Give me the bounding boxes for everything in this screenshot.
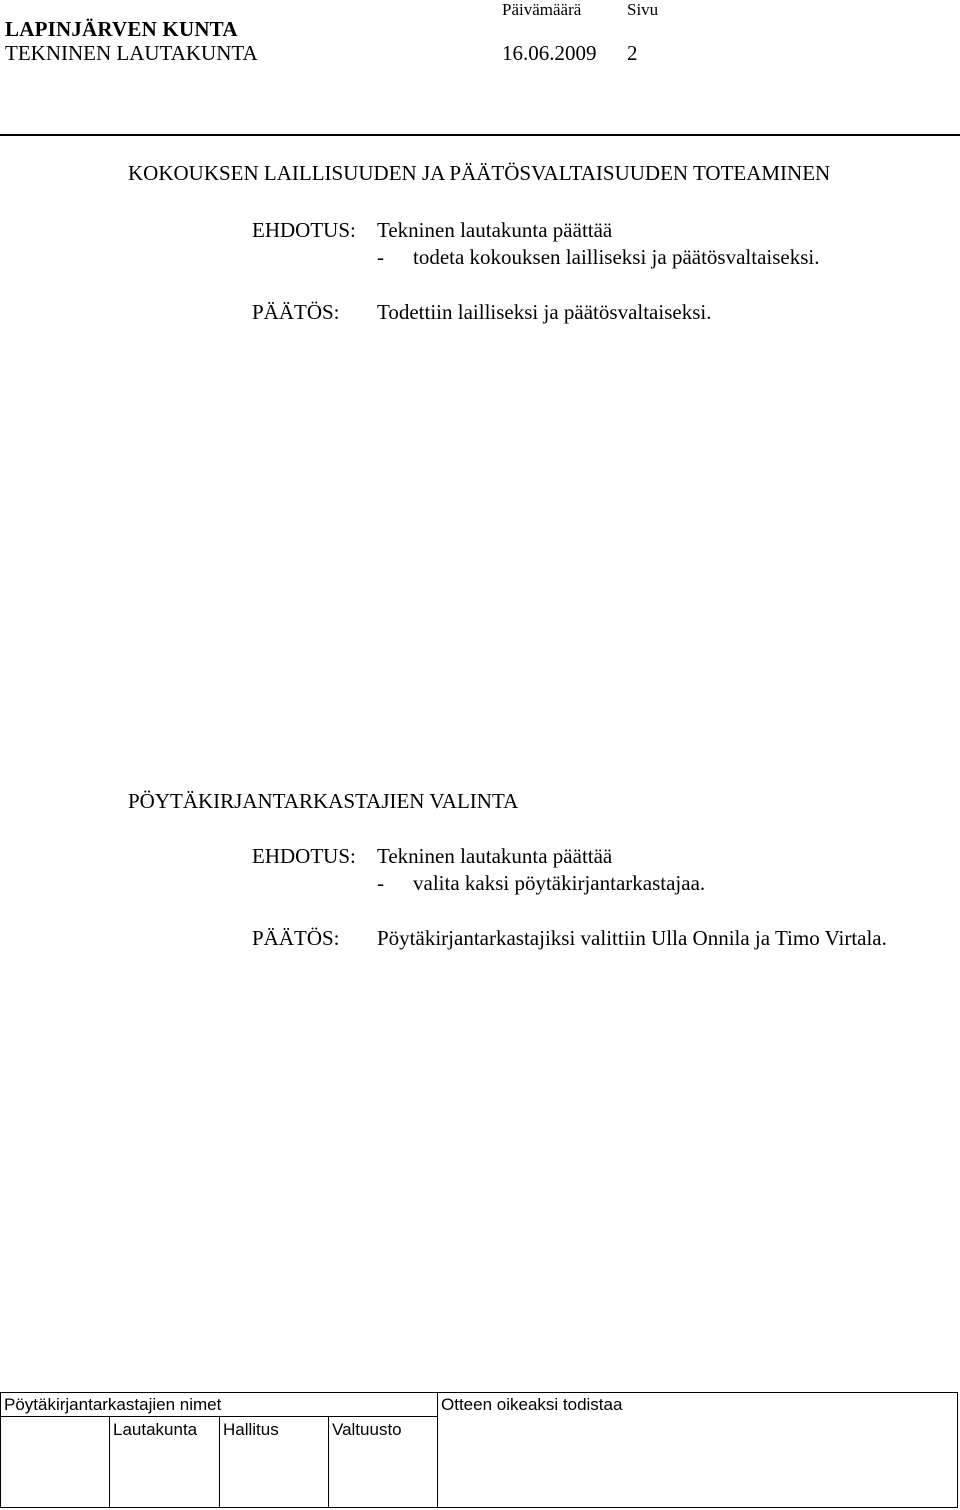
proposal-text: Tekninen lautakunta päättää <box>377 844 613 868</box>
signature-table <box>0 1392 958 1508</box>
proposal-item: valita kaksi pöytäkirjantarkastajaa. <box>413 871 706 895</box>
decision-label: PÄÄTÖS: <box>252 926 340 950</box>
proposal-label: EHDOTUS: <box>252 218 356 242</box>
organization-name: LAPINJÄRVEN KUNTA <box>5 17 238 41</box>
decision-label: PÄÄTÖS: <box>252 300 340 324</box>
section-title: PÖYTÄKIRJANTARKASTAJIEN VALINTA <box>128 789 519 813</box>
certify-label: Otteen oikeaksi todistaa <box>441 1395 623 1414</box>
decision-text: Todettiin lailliseksi ja päätösvaltaiseksi. <box>377 300 712 324</box>
council-column-label: Valtuusto <box>332 1420 402 1439</box>
header-divider <box>0 134 960 136</box>
board-column-label: Lautakunta <box>113 1420 198 1439</box>
proposal-dash: - <box>377 245 384 269</box>
table-column-divider <box>109 1416 110 1508</box>
inspectors-label: Pöytäkirjantarkastajien nimet <box>4 1395 222 1414</box>
proposal-dash: - <box>377 871 384 895</box>
government-column-label: Hallitus <box>223 1420 279 1439</box>
table-column-divider <box>328 1416 329 1508</box>
date-value: 16.06.2009 <box>502 41 597 65</box>
decision-text: Pöytäkirjantarkastajiksi valittiin Ulla Onnila ja Timo Virtala. <box>377 926 887 950</box>
table-border-bottom <box>0 1507 958 1508</box>
proposal-item: todeta kokouksen lailliseksi ja päätösvaltaiseksi. <box>413 245 820 269</box>
section-title: KOKOUKSEN LAILLISUUDEN JA PÄÄTÖSVALTAISUUDEN TOTEAMINEN <box>128 161 831 185</box>
table-column-divider <box>219 1416 220 1508</box>
proposal-label: EHDOTUS: <box>252 844 356 868</box>
date-label: Päivämäärä <box>502 0 582 19</box>
table-border-right <box>957 1392 958 1508</box>
page-number: 2 <box>627 41 638 65</box>
table-border-left <box>0 1392 1 1508</box>
table-border-top <box>0 1392 958 1393</box>
table-column-divider <box>437 1392 438 1508</box>
page-label: Sivu <box>627 0 659 19</box>
proposal-text: Tekninen lautakunta päättää <box>377 218 613 242</box>
board-name: TEKNINEN LAUTAKUNTA <box>5 41 258 65</box>
